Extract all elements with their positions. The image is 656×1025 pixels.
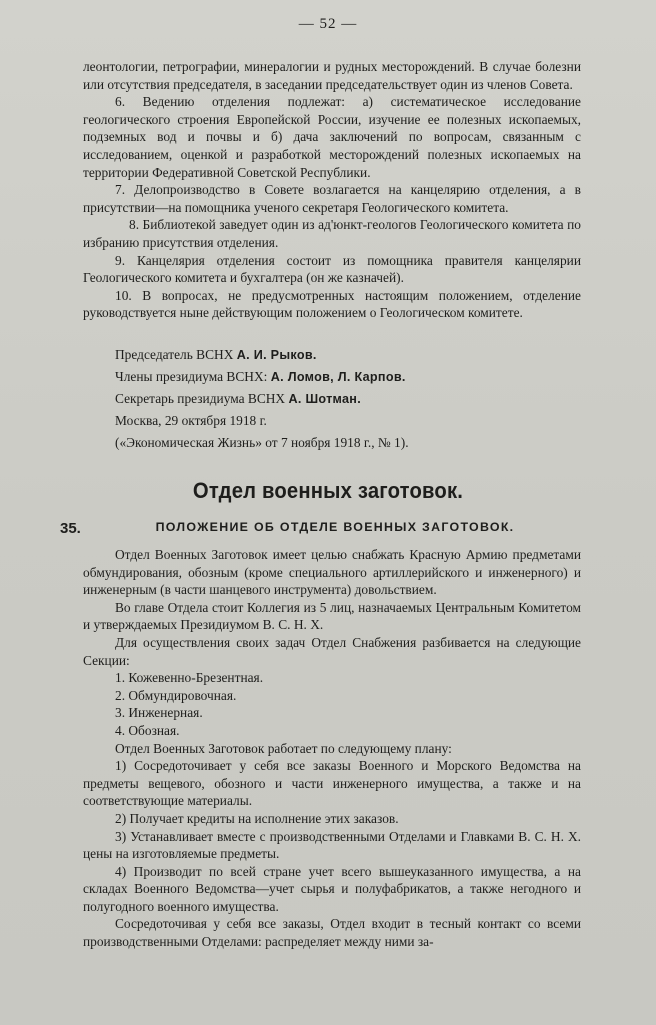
section-list-item: 4. Обозная.	[115, 722, 180, 738]
publication-source: («Экономическая Жизнь» от 7 ноября 1918 г., № 1).	[115, 435, 409, 450]
chairman-name: А. И. Рыков.	[236, 348, 317, 362]
section-title: Отдел военных заготовок.	[192, 478, 464, 503]
paragraph-sections-intro: Для осуществления своих задач Отдел Снабжения разбивается на следующие Секции:	[83, 634, 581, 668]
chairman-title: Председатель ВСНХ	[115, 347, 234, 362]
secretary-title: Секретарь президиума ВСНХ	[115, 391, 286, 406]
paragraph-item-6: 6. Ведению отделения подлежат: а) систематическое исследование геологического строения Европейской России, изучение ее полезных ископаемых, подземных вод и почвы и б) дача заключений по вопросам, связанным с исследованием, оценкой и разработкой месторождений полезных ископаемых на территории Федеративной Советской Республики.	[83, 94, 581, 180]
paragraph-purpose: Отдел Военных Заготовок имеет целью снабжать Красную Армию предметами обмундирования, обозным (кроме специального артиллерийского и инженерного) и инженерным (в части шанцевого инструмента) довольствием.	[83, 547, 581, 598]
section-list-item: 3. Инженерная.	[115, 705, 203, 721]
regulation-continuation	[83, 58, 581, 322]
plan-item: 4) Производит по всей стране учет всего вышеуказанного имущества, а на складах Военного Ведомства—учет сырья и полуфабрикатов, а также негодного и полугодного военного имущества.	[83, 863, 581, 914]
members-title: Члены президиума ВСНХ:	[115, 369, 268, 384]
signature-secretary	[83, 388, 581, 410]
section-list-item: 2. Обмундировочная.	[115, 687, 237, 703]
paragraph-item-10: 10. В вопросах, не предусмотренных настоящим положением, отделение руководствуется ныне действующим положением о Геологическом комитете.	[83, 287, 581, 321]
document-subtitle: ПОЛОЖЕНИЕ ОБ ОТДЕЛЕ ВОЕННЫХ ЗАГОТОВОК.	[155, 520, 515, 534]
paragraph-item-7: 7. Делопроизводство в Совете возлагается на канцелярию отделения, а в присутствии—на помощника ученого секретаря Геологического комитета.	[83, 182, 581, 215]
paragraph-council-chair: леонтологии, петрографии, минералогии и рудных месторождений. В случае болезни или отсутствия председателя, в заседании председательствует один из членов Совета.	[83, 59, 581, 92]
section-list-item: 1. Кожевенно-Брезентная.	[115, 670, 264, 686]
paragraph-collegium: Во главе Отдела стоит Коллегия из 5 лиц, назначаемых Центральным Комитетом и утверждаемых Президиумом В. С. Н. Х.	[83, 599, 581, 633]
document-number: 35.	[60, 520, 81, 537]
paragraph-plan-intro: Отдел Военных Заготовок работает по следующему плану:	[115, 740, 452, 756]
plan-item: 1) Сосредоточивает у себя все заказы Военного и Морского Ведомства на предметы вещевого, обозного и части инженерного имущества, а также и на соответствующие материалы.	[83, 758, 581, 809]
signature-chairman	[83, 344, 581, 366]
secretary-name: А. Шотман.	[288, 392, 362, 406]
plan-item: 2) Получает кредиты на исполнение этих заказов.	[115, 810, 399, 826]
members-names: А. Ломов, Л. Карпов.	[270, 370, 406, 384]
paragraph-contact: Сосредоточивая у себя все заказы, Отдел входит в тесный контакт со всеми производственными Отделами: распределяет между ними за-	[83, 916, 581, 950]
page-number: — 52 —	[298, 16, 358, 32]
paragraph-item-9: 9. Канцелярия отделения состоит из помощника правителя канцелярии Геологического комитета и бухгалтера (он же казначей).	[83, 252, 581, 286]
signature-block	[83, 344, 581, 454]
plan-item: 3) Устанавливает вместе с производственными Отделами и Главками В. С. Н. Х. цены на изготовляемые предметы.	[83, 828, 581, 862]
paragraph-item-8: 8. Библиотекой заведует один из ад'юнкт-геологов Геологического комитета по избранию присутствия отделения.	[83, 217, 581, 250]
military-procurement-regulation	[83, 546, 581, 951]
signature-members	[83, 366, 581, 388]
place-date: Москва, 29 октября 1918 г.	[115, 413, 267, 428]
